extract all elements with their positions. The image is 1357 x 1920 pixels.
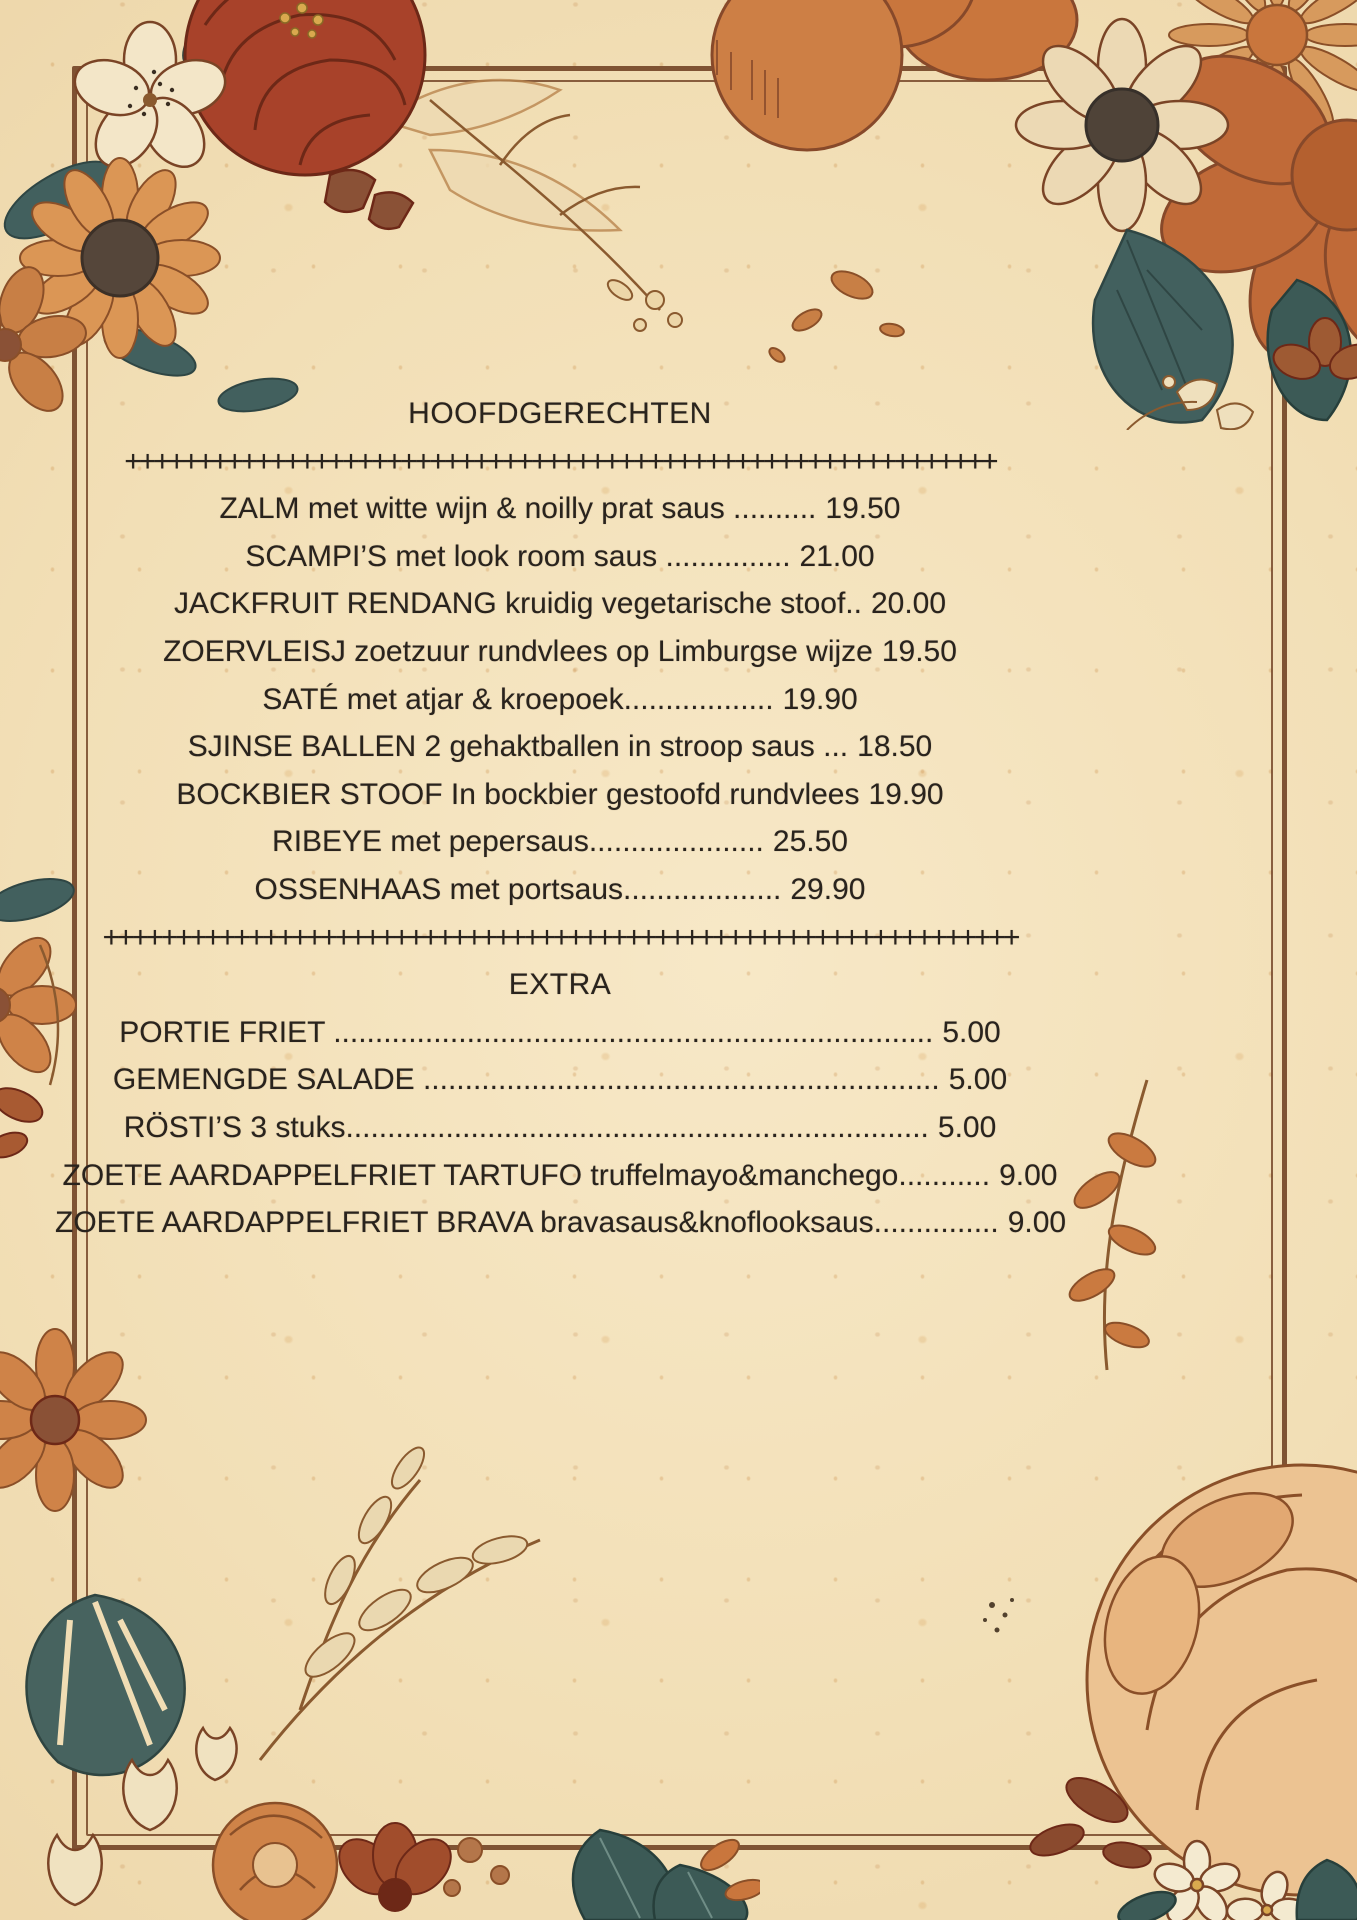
menu-item-label: GEMENGDE SALADE .............................................................. <box>112 1063 940 1097</box>
menu-item-label: RIBEYE met pepersaus..................... <box>272 825 764 859</box>
menu-item-price: 5.00 <box>948 1063 1008 1097</box>
menu-item-price: 9.00 <box>999 1158 1058 1192</box>
menu-item-scampis <box>55 533 1065 581</box>
menu-item-label: SATÉ met atjar & kroepoek.................. <box>262 682 774 716</box>
menu-item-label: BOCKBIER STOOF In bockbier gestoofd rundvlees <box>176 777 860 811</box>
teal-leaves-bottom <box>1114 1860 1357 1920</box>
menu-item-ossenhaas <box>55 866 1065 914</box>
menu-item-label: ZOERVLEISJ zoetzuur rundvlees op Limburgse wijze <box>163 634 873 668</box>
menu-item-rostis <box>55 1104 1065 1152</box>
menu-item-zoete-aardappelfriet-tartufo <box>55 1152 1065 1200</box>
section-title-extra: EXTRA <box>508 968 612 1002</box>
plus-divider-top: ++++++++++++++++++++++++++++++++++++++++++++++++++++++++++++ <box>124 444 996 478</box>
menu-item-label: ZOETE AARDAPPELFRIET BRAVA bravasaus&knoflooksaus............... <box>55 1206 999 1240</box>
menu-item-bockbier-stoof <box>55 771 1065 819</box>
menu-item-sate <box>55 676 1065 724</box>
menu-item-label: JACKFRUIT RENDANG kruidig vegetarische stoof.. <box>173 587 862 621</box>
menu-item-price: 5.00 <box>937 1110 997 1144</box>
menu-item-price: 20.00 <box>870 587 947 621</box>
menu-item-gemengde-salade <box>55 1056 1065 1104</box>
menu-content <box>55 390 1065 1247</box>
menu-item-portie-friet <box>55 1009 1065 1057</box>
menu-item-label: OSSENHAAS met portsaus................... <box>254 872 782 906</box>
menu-item-zalm <box>55 485 1065 533</box>
menu-item-price: 25.50 <box>772 825 848 859</box>
menu-item-zoete-aardappelfriet-brava <box>55 1199 1065 1247</box>
menu-item-label: SJINSE BALLEN 2 gehaktballen in stroop saus ... <box>187 730 849 764</box>
menu-item-label: ZOETE AARDAPPELFRIET TARTUFO truffelmayo&manchego........... <box>62 1158 991 1192</box>
white-line-art-flowers <box>1151 1841 1307 1920</box>
menu-item-sjinse-ballen <box>55 723 1065 771</box>
menu-item-price: 19.90 <box>868 777 944 811</box>
menu-item-label: RÖSTI’S 3 stuks...................................................................... <box>123 1110 929 1144</box>
menu-item-ribeye <box>55 818 1065 866</box>
menu-item-price: 18.50 <box>857 730 933 764</box>
menu-item-price: 21.00 <box>799 539 875 573</box>
plus-divider-bottom: +++++++++++++++++++++++++++++++++++++++++++++++++++++++++++++++ <box>102 920 1018 954</box>
menu-item-price: 19.50 <box>825 492 901 526</box>
menu-item-price: 19.50 <box>881 634 957 668</box>
menu-item-label: SCAMPI’S met look room saus ............... <box>245 539 791 573</box>
section-title-hoofdgerechten: HOOFDGERECHTEN <box>408 397 712 430</box>
menu-item-price: 19.90 <box>782 682 858 716</box>
menu-item-zoervleisj <box>55 628 1065 676</box>
menu-item-price: 29.90 <box>790 872 866 906</box>
menu-item-price: 5.00 <box>942 1015 1001 1049</box>
menu-item-label: ZALM met witte wijn & noilly prat saus .......... <box>219 492 817 526</box>
rust-petals <box>0 1081 47 1162</box>
menu-item-jackfruit-rendang <box>55 580 1065 628</box>
menu-item-label: PORTIE FRIET ........................................................................ <box>119 1015 934 1049</box>
menu-item-price: 9.00 <box>1007 1206 1067 1240</box>
